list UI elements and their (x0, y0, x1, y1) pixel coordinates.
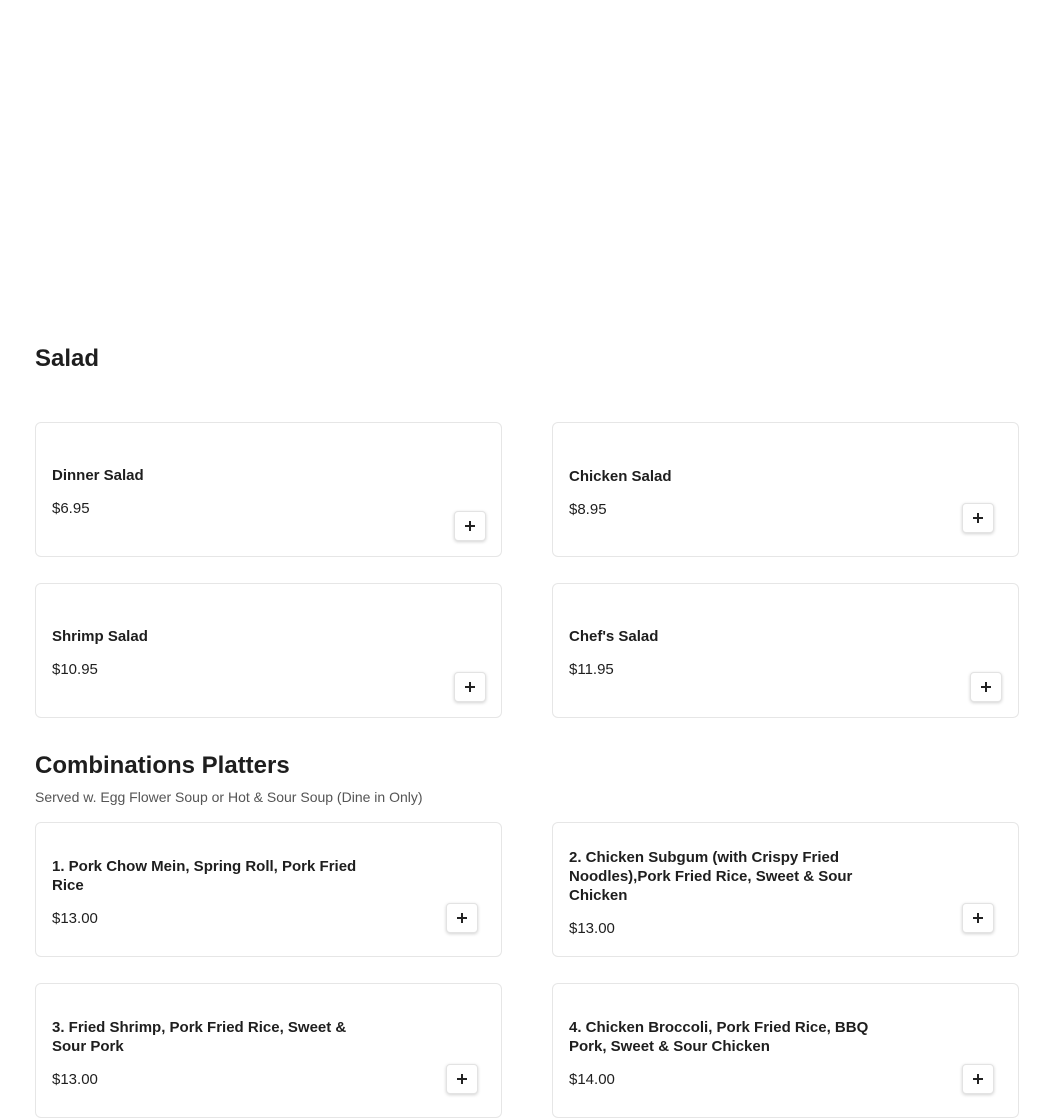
menu-item-card[interactable] (552, 822, 1019, 957)
menu-item-name: 1. Pork Chow Mein, Spring Roll, Pork Fried Rice (52, 858, 357, 894)
menu-section-combination-platters (35, 752, 1021, 1088)
add-item-button[interactable] (446, 903, 478, 933)
menu-item-name: Shrimp Salad (52, 628, 148, 645)
menu-item-card[interactable] (35, 422, 502, 557)
add-item-button[interactable] (454, 672, 486, 702)
menu-item-price: $14.00 (569, 1071, 615, 1088)
menu-item-card[interactable] (552, 583, 1019, 718)
menu-item-name: Chef's Salad (569, 628, 659, 645)
menu-item-price: $13.00 (569, 920, 615, 937)
menu-item-card[interactable] (35, 583, 502, 718)
menu-item-name: Dinner Salad (52, 467, 144, 484)
plus-icon (457, 1074, 467, 1084)
plus-icon (973, 1074, 983, 1084)
add-item-button[interactable] (970, 672, 1002, 702)
section-title: Combinations Platters (35, 752, 290, 779)
add-item-button[interactable] (962, 503, 994, 533)
add-item-button[interactable] (454, 511, 486, 541)
menu-item-name: 2. Chicken Subgum (with Crispy Fried Noodles),Pork Fried Rice, Sweet & Sour Chicken (569, 849, 853, 904)
add-item-button[interactable] (962, 1064, 994, 1094)
section-subtitle: Served w. Egg Flower Soup or Hot & Sour Soup (Dine in Only) (35, 789, 423, 805)
add-item-button[interactable] (446, 1064, 478, 1094)
menu-item-card[interactable] (35, 983, 502, 1118)
plus-icon (465, 682, 475, 692)
menu-item-name: Chicken Salad (569, 468, 672, 485)
section-title: Salad (35, 345, 100, 372)
menu-item-price: $13.00 (52, 910, 98, 927)
menu-item-card[interactable] (552, 422, 1019, 557)
plus-icon (981, 682, 991, 692)
add-item-button[interactable] (962, 903, 994, 933)
menu-item-card[interactable] (552, 983, 1019, 1118)
menu-item-price: $6.95 (52, 500, 90, 517)
menu-item-price: $11.95 (569, 661, 614, 678)
menu-item-price: $8.95 (569, 501, 607, 518)
menu-item-price: $10.95 (52, 661, 98, 678)
menu-item-name: 3. Fried Shrimp, Pork Fried Rice, Sweet & Sour Pork (52, 1019, 347, 1055)
menu-item-card[interactable] (35, 822, 502, 957)
menu-item-price: $13.00 (52, 1071, 98, 1088)
plus-icon (973, 913, 983, 923)
plus-icon (973, 513, 983, 523)
menu-section-salad (35, 345, 1021, 678)
plus-icon (465, 521, 475, 531)
menu-item-name: 4. Chicken Broccoli, Pork Fried Rice, BBQ Pork, Sweet & Sour Chicken (569, 1019, 869, 1055)
plus-icon (457, 913, 467, 923)
